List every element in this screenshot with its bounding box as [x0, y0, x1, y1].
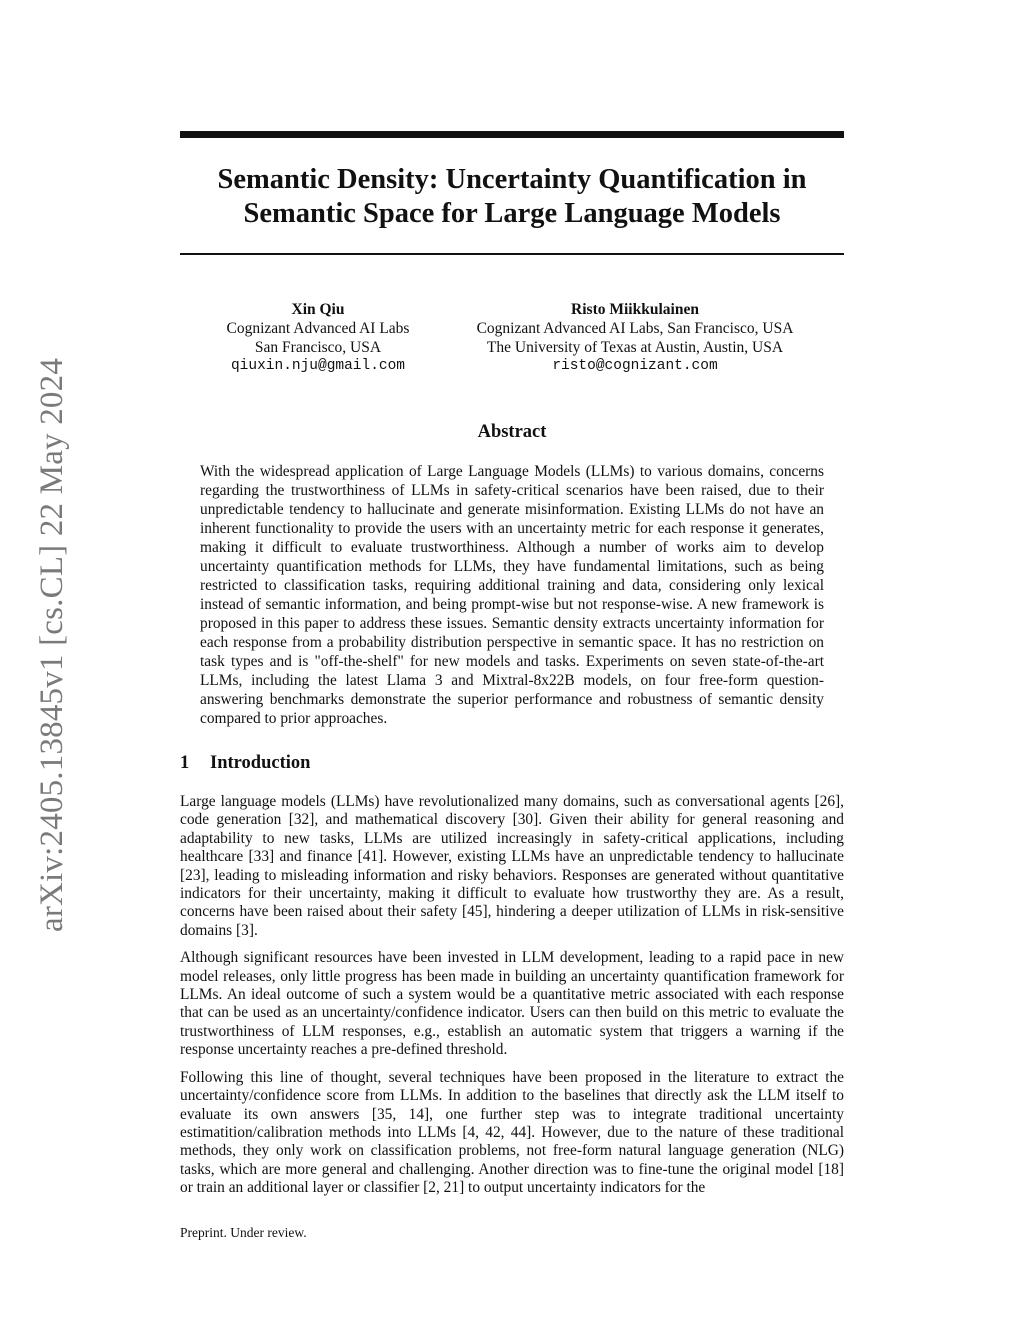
author-affiliation: Cognizant Advanced AI Labs: [226, 320, 410, 337]
title-line-2: Semantic Space for Large Language Models: [243, 198, 781, 229]
abstract-text: With the widespread application of Large Language Models (LLMs) to various domains, concerns regarding the trustworthiness of LLMs in safety-critical scenarios have been raised, due to their unpredictable tendency to hallucinate and generate misinformation. Existing LLMs do not have an inherent functionality to provide the users with an uncertainty metric for each response it generates, making it difficult to evaluate trustworthiness. Although a number of works aim to develop uncertainty quantification methods for LLMs, they have fundamental limitations, such as being restricted to classification tasks, requiring additional training and data, considering only lexical instead of semantic information, and being prompt-wise but not response-wise. A new framework is proposed in this paper to address these issues. Semantic density extracts uncertainty information for each response from a probability distribution perspective in semantic space. It has no restriction on task types and is "off-the-shelf" for new models and tasks. Experiments on seven state-of-the-art LLMs, including the latest Llama 3 and Mixtral-8x22B models, on four free-form question-answering benchmarks demonstrate the superior performance and robustness of semantic density compared to prior approaches.: [200, 463, 824, 727]
paper-title: [180, 163, 844, 231]
author-block-2: [455, 300, 815, 376]
arxiv-identifier: arXiv:2405.13845v1 [cs.CL] 22 May 2024: [34, 357, 70, 933]
title-rule-top: [180, 131, 844, 138]
author-name: Xin Qiu: [291, 301, 345, 318]
author-email: risto@cognizant.com: [552, 358, 718, 374]
section-body: [180, 793, 844, 1207]
author-affiliation: Cognizant Advanced AI Labs, San Francisco, USA: [476, 320, 794, 337]
title-line-1: Semantic Density: Uncertainty Quantification in: [217, 164, 807, 195]
paragraph: Although significant resources have been invested in LLM development, leading to a rapid pace in new model releases, only little progress has been made in building an uncertainty quantification framework for LLMs. An ideal outcome of such a system would be a quantitative metric associated with each response that can be used as an uncertainty/confidence indicator. Users can then build on this metric to evaluate the trustworthiness of LLM responses, e.g., establish an automatic system that triggers a warning if the response uncertainty reaches a pre-defined threshold.: [180, 949, 844, 1059]
section-title: Introduction: [210, 753, 311, 773]
author-block-1: [200, 300, 436, 376]
author-affiliation-secondary: The University of Texas at Austin, Austin, USA: [486, 339, 784, 356]
author-email: qiuxin.nju@gmail.com: [230, 358, 406, 374]
paragraph: Large language models (LLMs) have revolutionalized many domains, such as conversational agents [26], code generation [32], and mathematical discovery [30]. Given their ability for general reasoning and adaptability to new tasks, LLMs are utilized increasingly in safety-critical applications, including healthcare [33] and finance [41]. However, existing LLMs have an unpredictable tendency to hallucinate [23], leading to misleading information and risky behaviors. Responses are generated without quantitative indicators for their uncertainty, making it difficult to evaluate how trustworthy they are. As a result, concerns have been raised about their safety [45], hindering a deeper utilization of LLMs in risk-sensitive domains [3].: [180, 793, 844, 939]
page-footer: Preprint. Under review.: [180, 1225, 307, 1240]
paragraph: Following this line of thought, several techniques have been proposed in the literature to extract the uncertainty/confidence score from LLMs. In addition to the baselines that directly ask the LLM itself to evaluate its own answers [35, 14], one further step was to integrate traditional uncertainty estimatition/calibration methods into LLMs [4, 42, 44]. However, due to the nature of these traditional methods, they only work on classification problems, not free-form natural language generation (NLG) tasks, which are more general and challenging. Another direction was to fine-tune the original model [18] or train an additional layer or classifier [2, 21] to output uncertainty indicators for the: [180, 1068, 844, 1197]
author-location: San Francisco, USA: [254, 339, 382, 356]
section-number: 1: [180, 753, 190, 773]
section-heading: [180, 752, 844, 774]
author-name: Risto Miikkulainen: [571, 301, 699, 318]
title-rule-bottom: [180, 253, 844, 255]
abstract-heading: Abstract: [477, 422, 547, 442]
